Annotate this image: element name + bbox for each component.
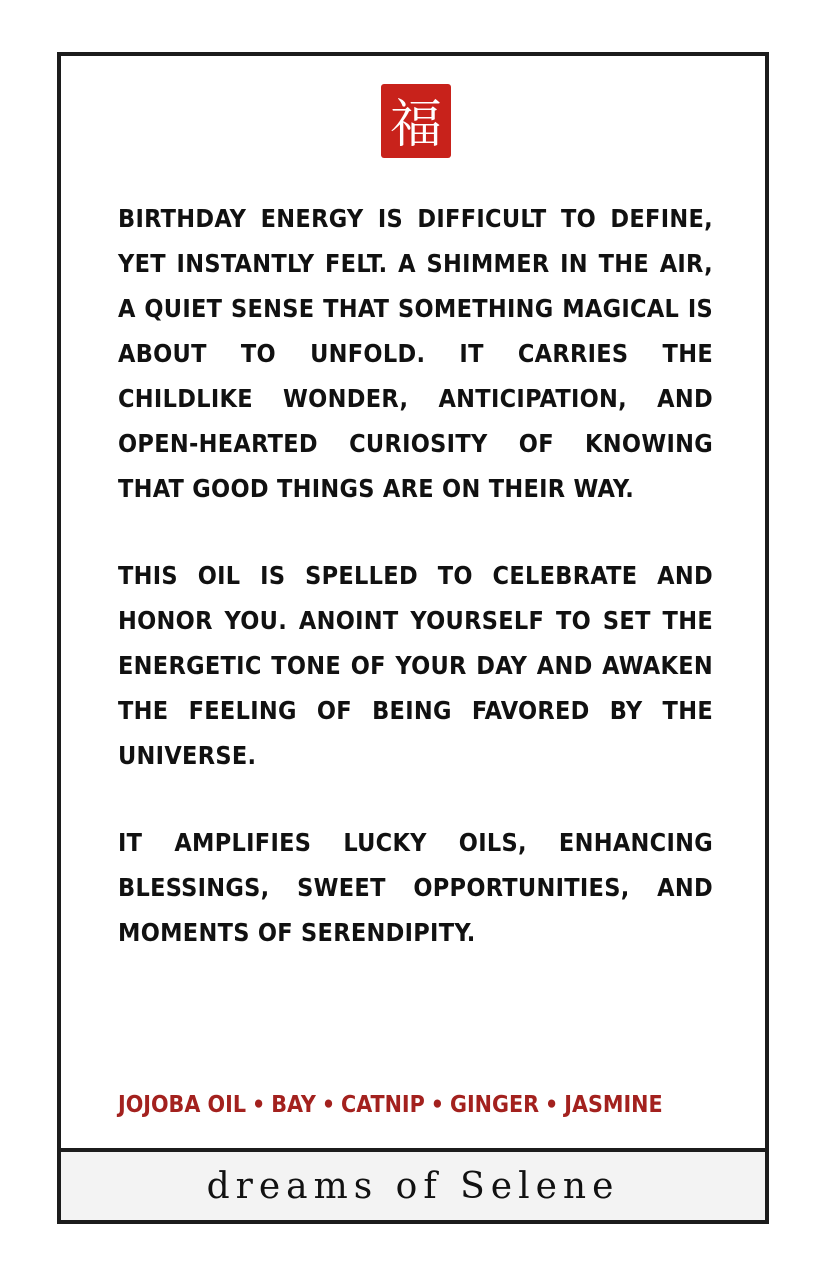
description-paragraph-3: IT AMPLIFIES LUCKY OILS, ENHANCING BLESSINGS, SWEET OPPORTUNITIES, AND MOMENTS OF SERENDIPITY. bbox=[118, 828, 713, 947]
separator-dot: • bbox=[321, 1092, 336, 1118]
brand-footer bbox=[61, 1148, 765, 1220]
ingredient-item: JASMINE bbox=[564, 1092, 663, 1118]
ingredient-item: CATNIP bbox=[341, 1092, 425, 1118]
svg-text:福: 福 bbox=[389, 95, 443, 152]
ingredients-list bbox=[118, 1088, 718, 1122]
ingredient-item: GINGER bbox=[449, 1092, 540, 1118]
brand-logo: dreams of Selene bbox=[206, 1165, 620, 1207]
ingredient-item: JOJOBA OIL bbox=[118, 1092, 247, 1118]
description-paragraph-1: BIRTHDAY ENERGY IS DIFFICULT TO DEFINE, YET INSTANTLY FELT. A SHIMMER IN THE AIR, A QUIET SENSE THAT SOMETHING MAGICAL IS ABOUT TO UNFOLD. IT CARRIES THE CHILDLIKE WONDER, ANTICIPATION, AND OPEN-HEARTED CURIOSITY OF KNOWING THAT GOOD THINGS ARE ON THEIR WAY. bbox=[118, 204, 713, 503]
ingredient-item: BAY bbox=[271, 1092, 316, 1118]
fortune-seal-icon bbox=[381, 84, 451, 158]
description bbox=[118, 196, 713, 955]
fu-character-icon bbox=[387, 90, 445, 152]
separator-dot: • bbox=[545, 1092, 559, 1118]
description-paragraph-2: THIS OIL IS SPELLED TO CELEBRATE AND HONOR YOU. ANOINT YOURSELF TO SET THE ENERGETIC TONE OF YOUR DAY AND AWAKEN THE FEELING OF BEING FAVORED BY THE UNIVERSE. bbox=[118, 561, 713, 770]
separator-dot: • bbox=[252, 1092, 266, 1118]
separator-dot: • bbox=[430, 1092, 444, 1118]
product-card bbox=[57, 52, 769, 1224]
